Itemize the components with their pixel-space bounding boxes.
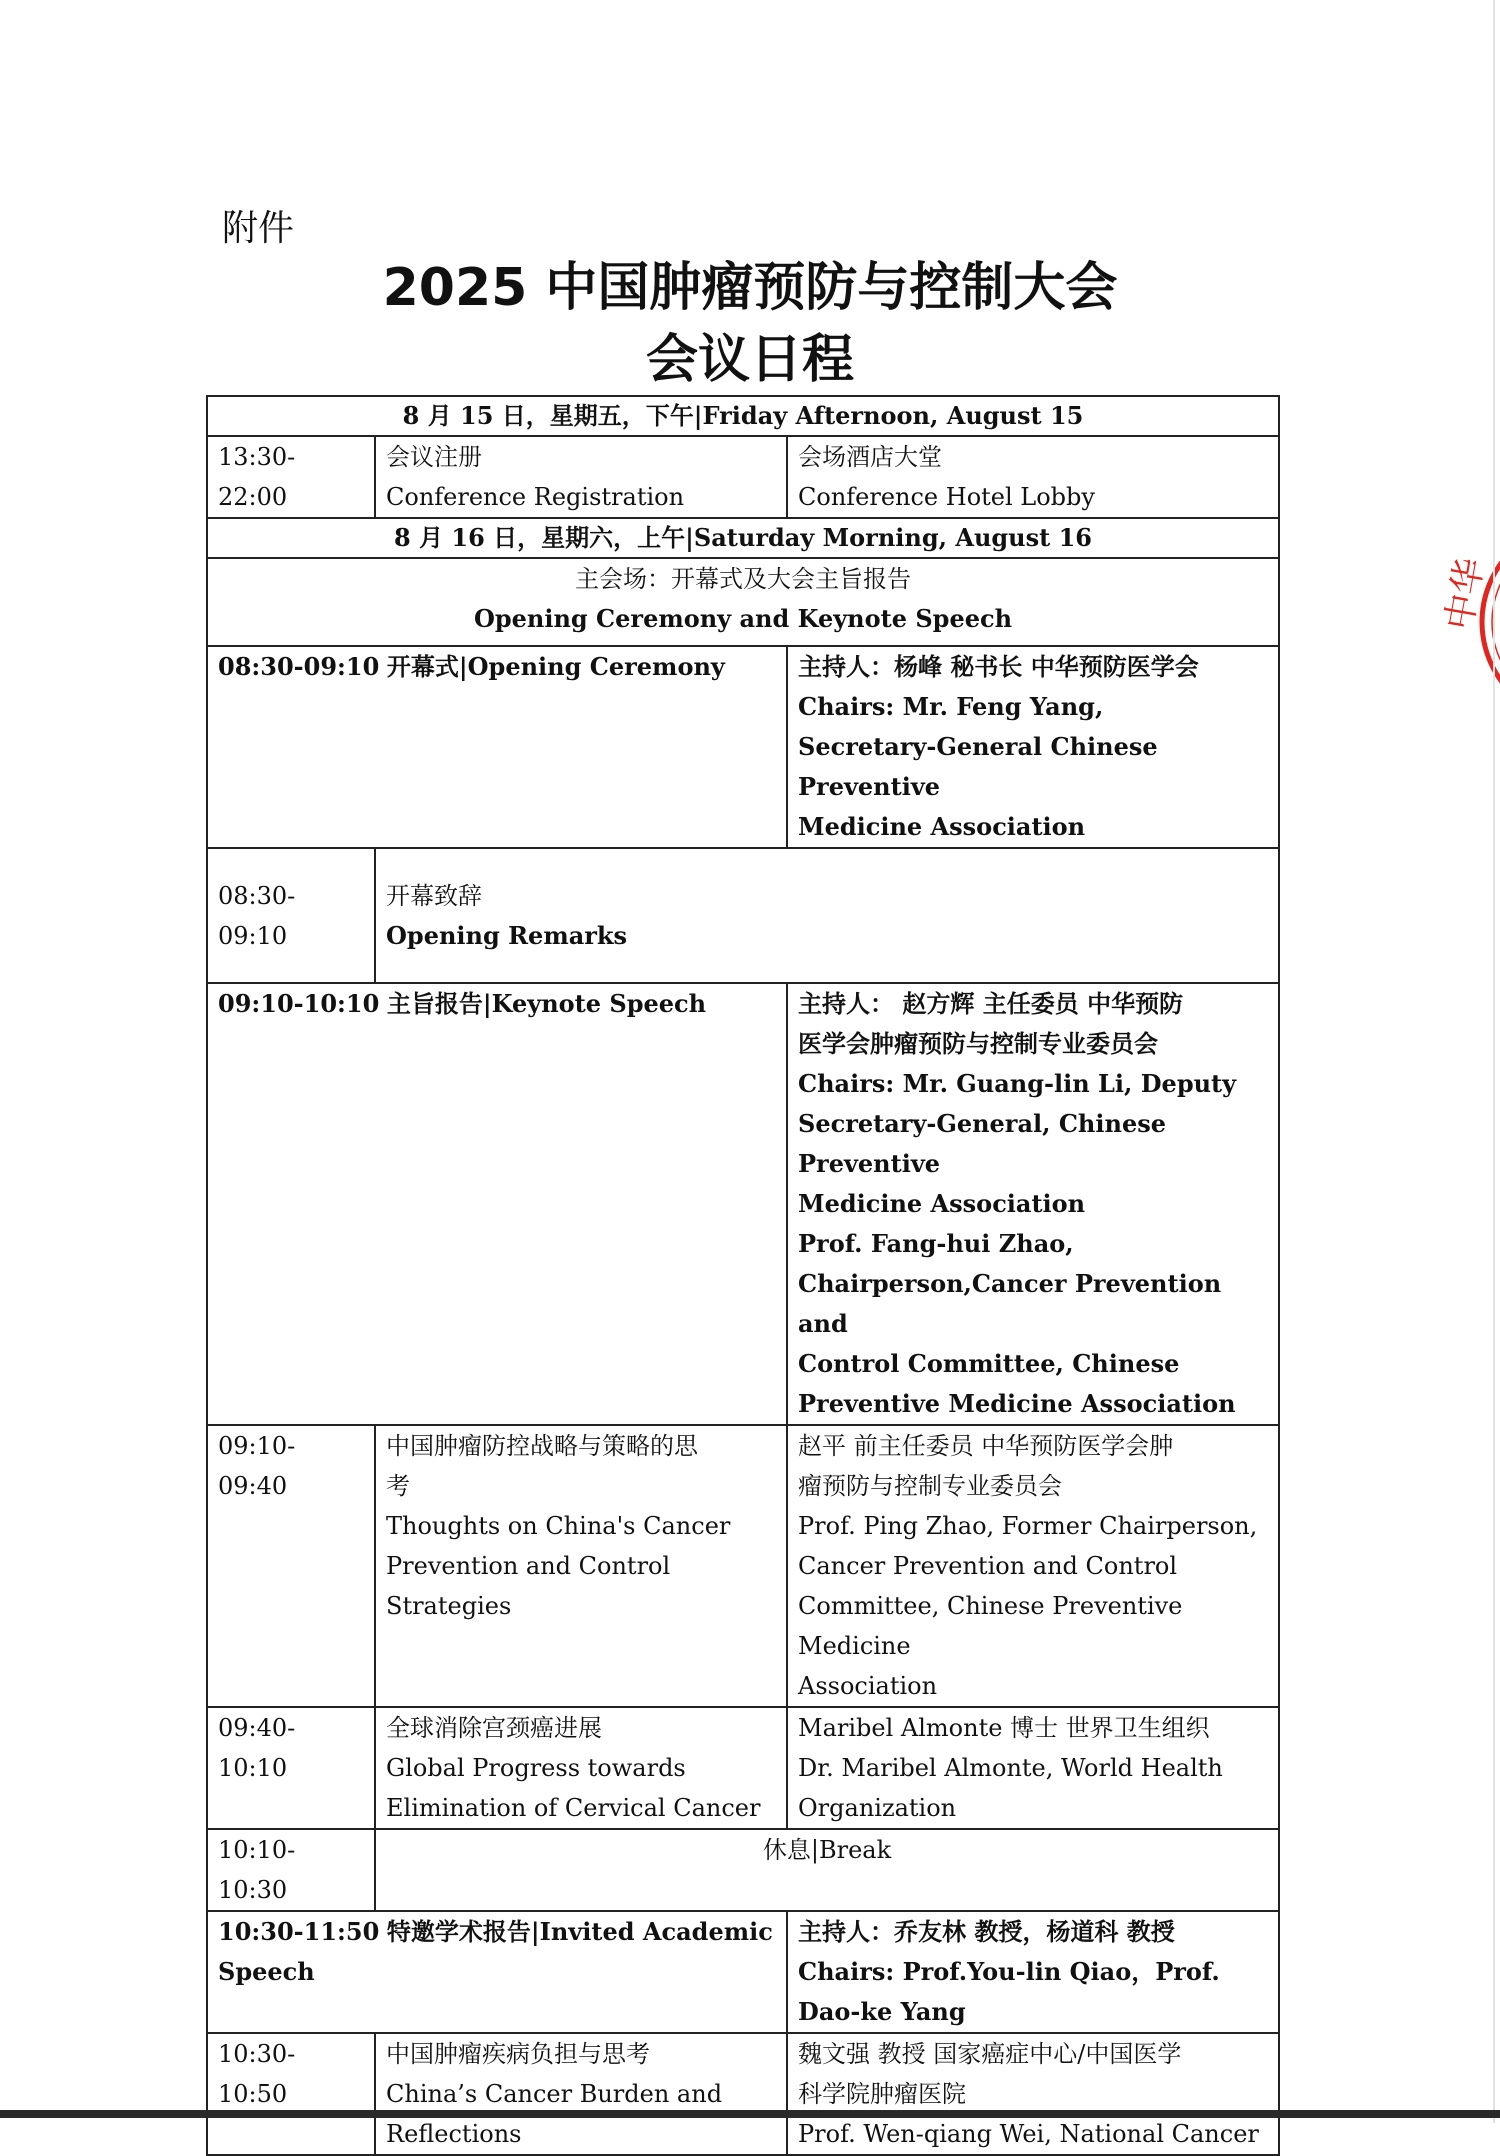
break-row xyxy=(207,1829,1279,1911)
chair-zh: 主持人： 赵方辉 主任委员 中华预防 xyxy=(798,989,1184,1018)
speaker-cell xyxy=(787,1707,1279,1829)
table-row xyxy=(207,848,1279,983)
session-group-label: 特邀学术报告|Invited Academic xyxy=(386,1917,773,1946)
chair-cell xyxy=(787,1911,1279,2033)
speaker-cell xyxy=(787,1425,1279,1707)
attachment-label: 附件 xyxy=(222,208,295,249)
session-title-en: Prevention and Control Strategies xyxy=(386,1552,671,1620)
speaker-zh: 魏文强 教授 国家癌症中心/中国医学 xyxy=(798,2040,1182,2068)
chair-en: Prof. Fang-hui Zhao, xyxy=(798,1229,1074,1258)
session-group-row xyxy=(207,983,1279,1425)
session-title-zh: 中国肿瘤疾病负担与思考 xyxy=(386,2040,650,2068)
day-header-row xyxy=(207,518,1279,558)
chair-cell xyxy=(787,983,1279,1425)
time-cell: 09:40-10:10 xyxy=(207,1707,375,1829)
time-label: 09:10-10:10 xyxy=(218,989,380,1018)
session-group-label: 开幕式|Opening Ceremony xyxy=(386,652,725,681)
table-row xyxy=(207,2033,1279,2155)
chair-zh: 主持人：乔友林 教授，杨道科 教授 xyxy=(798,1917,1175,1946)
session-group-row xyxy=(207,646,1279,848)
time-cell: 09:10-09:40 xyxy=(207,1425,375,1707)
session-cell xyxy=(375,1707,787,1829)
speaker-en: Cancer Prevention and Control xyxy=(798,1552,1178,1580)
session-title-en: Opening Remarks xyxy=(386,920,628,950)
chair-en: Secretary-General, Chinese Preventive xyxy=(798,1109,1166,1178)
session-group-cell xyxy=(207,983,787,1425)
chair-en: Medicine Association xyxy=(798,1189,1086,1218)
session-cell xyxy=(375,848,1279,983)
speaker-en: Prof. Wen-qiang Wei, National Cancer xyxy=(798,2120,1259,2148)
time-cell: 08:30-09:10 xyxy=(207,848,375,983)
chair-en: Control Committee, Chinese xyxy=(798,1349,1180,1378)
table-row xyxy=(207,1707,1279,1829)
chair-en: Chairperson,Cancer Prevention and xyxy=(798,1269,1222,1338)
session-group-cell xyxy=(207,1911,787,2033)
session-title-zh: 开幕致辞 xyxy=(386,881,482,910)
session-cell xyxy=(375,2033,787,2155)
session-group-label: Speech xyxy=(218,1957,315,1986)
document-title: 2025 中国肿瘤预防与控制大会 xyxy=(382,258,1118,318)
page-edge xyxy=(1493,0,1495,2123)
session-group-row xyxy=(207,1911,1279,2033)
break-cell: 休息|Break xyxy=(375,1829,1279,1911)
chair-zh: 医学会肿瘤预防与控制专业委员会 xyxy=(798,1029,1158,1058)
chair-en: Dao-ke Yang xyxy=(798,1997,966,2026)
speaker-zh: Maribel Almonte 博士 世界卫生组织 xyxy=(798,1714,1210,1742)
document-subtitle: 会议日程 xyxy=(645,330,854,390)
session-title-en: Global Progress towards xyxy=(386,1754,686,1782)
chair-cell xyxy=(787,646,1279,848)
session-group-label: 主旨报告|Keynote Speech xyxy=(386,989,707,1018)
speaker-en: Prof. Ping Zhao, Former Chairperson, xyxy=(798,1512,1258,1540)
location-cell xyxy=(787,436,1279,518)
session-title-en: Thoughts on China's Cancer xyxy=(386,1512,731,1540)
session-title-zh: 全球消除宫颈癌进展 xyxy=(386,1714,602,1742)
table-row xyxy=(207,1425,1279,1707)
speaker-zh: 赵平 前主任委员 中华预防医学会肿 xyxy=(798,1432,1174,1460)
chair-en: Medicine Association xyxy=(798,812,1086,841)
chair-en: Secretary-General Chinese Preventive xyxy=(798,732,1158,801)
chair-en: Chairs: Prof.You-lin Qiao，Prof. xyxy=(798,1957,1220,1986)
speaker-cell xyxy=(787,2033,1279,2155)
speaker-en: Association xyxy=(798,1672,938,1700)
chair-en: Preventive Medicine Association xyxy=(798,1389,1236,1418)
location-zh: 会场酒店大堂 xyxy=(798,443,942,471)
time-cell: 10:30-10:50 xyxy=(207,2033,375,2155)
seal-text: 中华 xyxy=(1438,555,1492,634)
scan-bottom-border xyxy=(0,2110,1500,2118)
session-title-en: Reflections xyxy=(386,2120,522,2148)
session-cell xyxy=(375,436,787,518)
session-title-zh: 考 xyxy=(386,1472,410,1500)
chair-en: Chairs: Mr. Guang-lin Li, Deputy xyxy=(798,1069,1237,1098)
seal-ring xyxy=(1482,522,1500,722)
speaker-zh: 科学院肿瘤医院 xyxy=(798,2080,966,2108)
session-group-cell xyxy=(207,646,787,848)
official-seal xyxy=(1432,512,1500,732)
schedule-table xyxy=(206,395,1280,2156)
day-header: 8 月 15 日，星期五，下午|Friday Afternoon, August 15 xyxy=(207,396,1279,436)
venue-cell xyxy=(207,558,1279,646)
day-header: 8 月 16 日，星期六，上午|Saturday Morning, August 16 xyxy=(207,518,1279,558)
venue-zh: 主会场：开幕式及大会主旨报告 xyxy=(575,565,911,593)
table-row xyxy=(207,436,1279,518)
location-en: Conference Hotel Lobby xyxy=(798,483,1095,511)
venue-en: Opening Ceremony and Keynote Speech xyxy=(473,604,1013,633)
session-title-zh: 会议注册 xyxy=(386,443,482,471)
chair-zh: 主持人：杨峰 秘书长 中华预防医学会 xyxy=(798,652,1199,681)
time-cell: 10:10-10:30 xyxy=(207,1829,375,1911)
speaker-en: Dr. Maribel Almonte, World Health xyxy=(798,1754,1223,1782)
speaker-en: Organization xyxy=(798,1794,957,1822)
session-title-en: Elimination of Cervical Cancer xyxy=(386,1794,761,1822)
speaker-en: Committee, Chinese Preventive Medicine xyxy=(798,1592,1183,1660)
speaker-zh: 瘤预防与控制专业委员会 xyxy=(798,1472,1062,1500)
time-cell: 13:30-22:00 xyxy=(207,436,375,518)
day-header-row xyxy=(207,396,1279,436)
venue-row xyxy=(207,558,1279,646)
time-label: 10:30-11:50 xyxy=(218,1917,380,1946)
chair-en: Chairs: Mr. Feng Yang, xyxy=(798,692,1104,721)
session-title-en: China’s Cancer Burden and xyxy=(386,2080,723,2108)
session-cell xyxy=(375,1425,787,1707)
time-label: 08:30-09:10 xyxy=(218,652,380,681)
session-title-en: Conference Registration xyxy=(386,483,685,511)
session-title-zh: 中国肿瘤防控战略与策略的思 xyxy=(386,1432,698,1460)
